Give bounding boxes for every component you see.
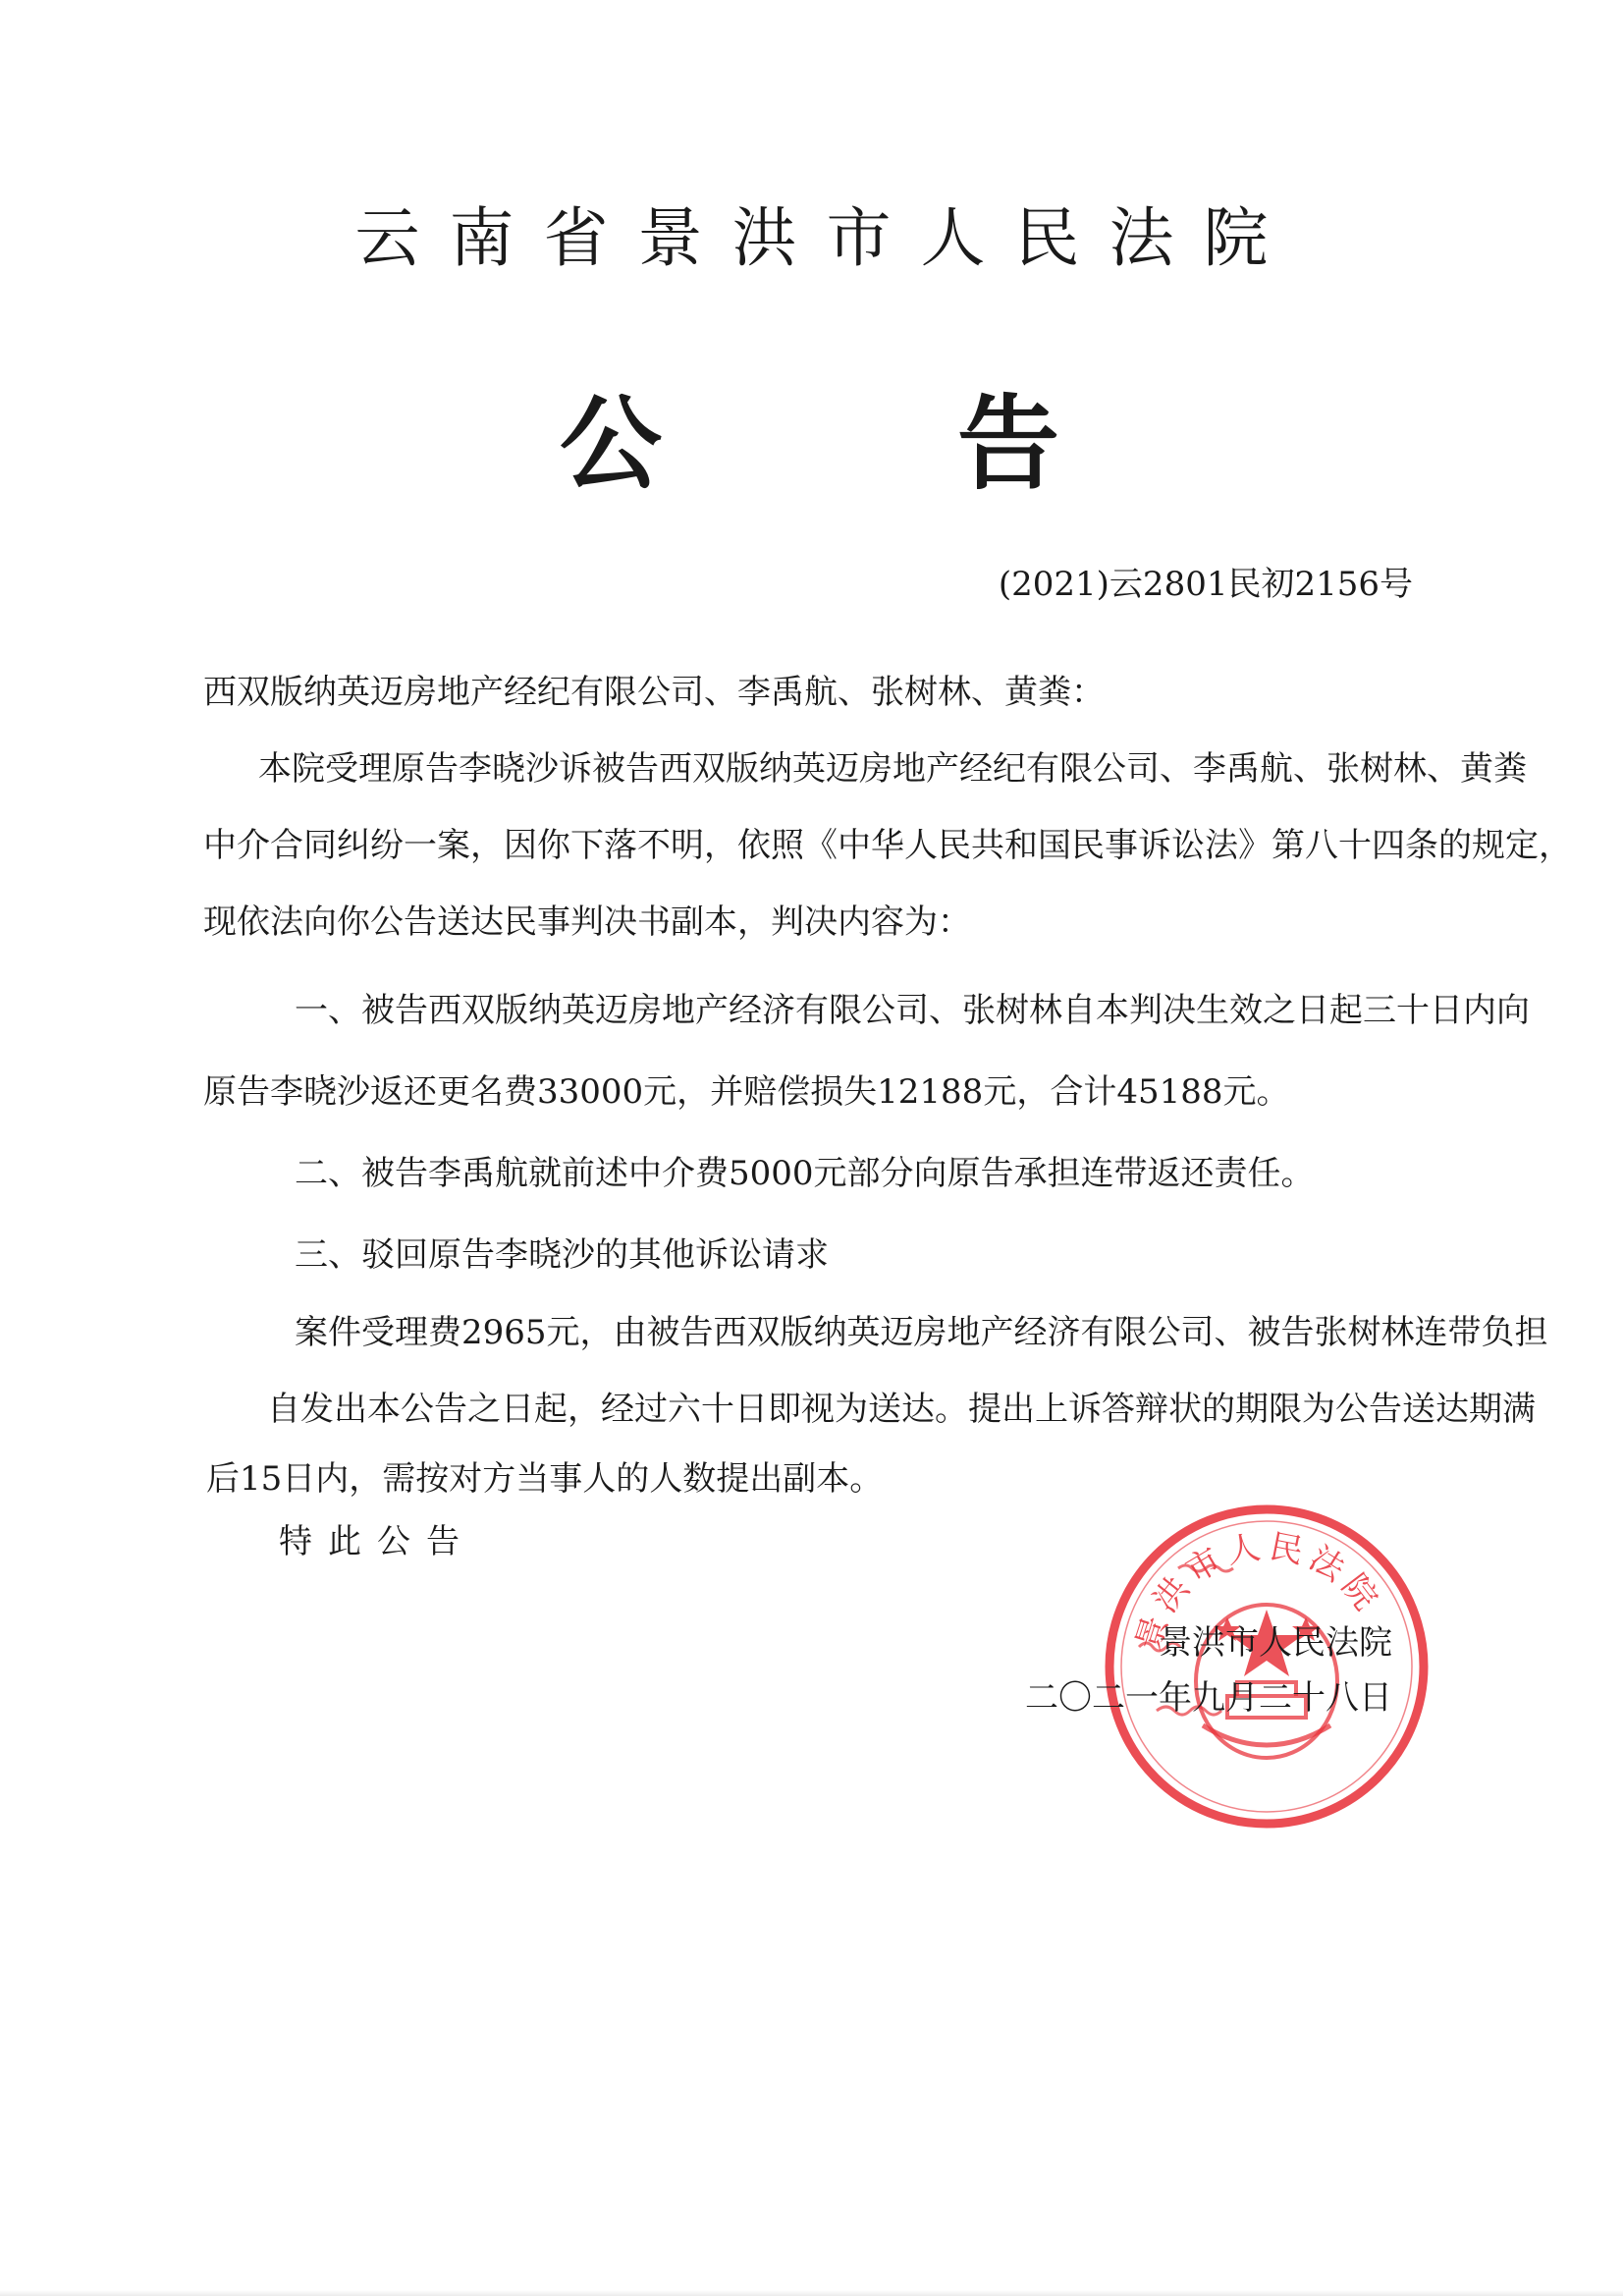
court-seal-stamp [1100, 1500, 1434, 1833]
court-name: 云南省景洪市人民法院 [354, 200, 1298, 276]
document-title-char-2: 告 [957, 384, 1060, 504]
judgment-item-line: 原告李晓沙返还更名费33000元，并赔偿损失12188元，合计45188元。 [203, 1072, 1290, 1112]
judgment-item-line: 二、被告李禹航就前述中介费5000元部分向原告承担连带返还责任。 [295, 1154, 1315, 1193]
body-line: 后15日内，需按对方当事人的人数提出副本。 [206, 1459, 884, 1499]
closing-text: 特此公告 [279, 1522, 475, 1561]
body-line: 中介合同纠纷一案，因你下落不明，依照《中华人民共和国民事诉讼法》第八十四条的规定， [203, 826, 1572, 865]
body-line: 案件受理费2965元，由被告西双版纳英迈房地产经济有限公司、被告张树林连带负担 [295, 1313, 1548, 1352]
case-number: (2021)云2801民初2156号 [998, 565, 1413, 604]
judgment-item-line: 一、被告西双版纳英迈房地产经济有限公司、张树林自本判决生效之日起三十日内向 [295, 991, 1530, 1030]
page-edge-shadow [0, 2290, 1623, 2296]
document-title-char-1: 公 [560, 384, 663, 504]
body-line: 现依法向你公告送达民事判决书副本，判决内容为： [203, 902, 971, 942]
recipients-line: 西双版纳英迈房地产经纪有限公司、李禹航、张树林、黄粪： [203, 673, 1105, 712]
signature-date: 二〇二一年九月二十八日 [1025, 1678, 1392, 1718]
body-line: 本院受理原告李晓沙诉被告西双版纳英迈房地产经纪有限公司、李禹航、张树林、黄粪 [258, 749, 1527, 789]
signature-court-name: 景洪市人民法院 [1159, 1623, 1392, 1663]
body-line: 自发出本公告之日起，经过六十日即视为送达。提出上诉答辩状的期限为公告送达期满 [267, 1390, 1536, 1429]
judgment-item-line: 三、驳回原告李晓沙的其他诉讼请求 [295, 1235, 829, 1275]
seal-lettering: 景洪市人民法院 [1128, 1526, 1389, 1656]
